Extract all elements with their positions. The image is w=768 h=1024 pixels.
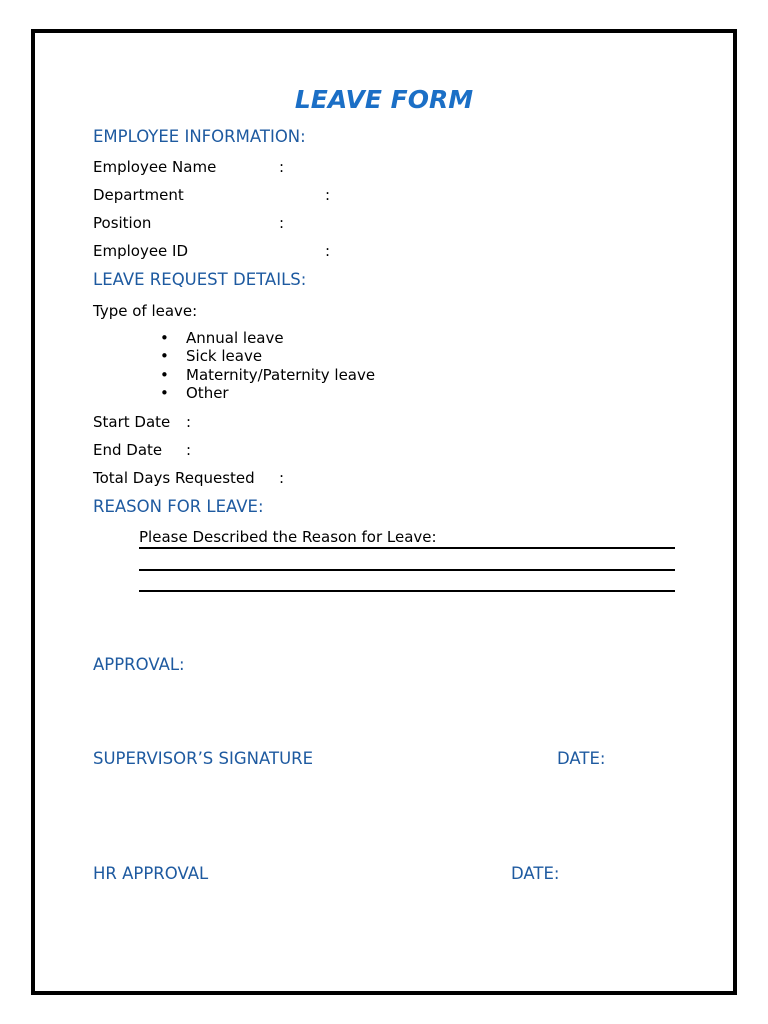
field-label-employee-name: Employee Name (93, 158, 217, 176)
section-heading-leave-request-details: LEAVE REQUEST DETAILS: (93, 270, 307, 289)
reason-prompt: Please Described the Reason for Leave: (139, 528, 437, 546)
supervisor-date-label: DATE: (557, 749, 606, 768)
bullet-icon: • (160, 347, 169, 365)
reason-writing-line (139, 547, 675, 549)
field-label-total-days-requested: Total Days Requested (93, 469, 255, 487)
bullet-icon: • (160, 384, 169, 402)
field-separator-employee-id: : (325, 242, 331, 260)
field-label-position: Position (93, 214, 152, 232)
section-heading-reason-for-leave: REASON FOR LEAVE: (93, 497, 264, 516)
field-separator-department: : (325, 186, 331, 204)
field-separator-position: : (279, 214, 285, 232)
section-heading-employee-information: EMPLOYEE INFORMATION: (93, 127, 306, 146)
section-heading-approval: APPROVAL: (93, 655, 185, 674)
field-label-employee-id: Employee ID (93, 242, 189, 260)
field-separator-employee-name: : (279, 158, 285, 176)
field-label-department: Department (93, 186, 184, 204)
leave-type-item: Other (186, 384, 229, 402)
reason-writing-line (139, 590, 675, 592)
bullet-icon: • (160, 366, 169, 384)
supervisor-signature-label: SUPERVISOR’S SIGNATURE (93, 749, 314, 768)
field-separator-total-days-requested: : (279, 469, 285, 487)
hr-approval-label: HR APPROVAL (93, 864, 209, 883)
field-label-start-date: Start Date (93, 413, 171, 431)
reason-writing-line (139, 569, 675, 571)
type-of-leave-label: Type of leave: (93, 302, 198, 320)
form-title: LEAVE FORM (294, 85, 474, 114)
bullet-icon: • (160, 329, 169, 347)
field-separator-start-date: : (186, 413, 192, 431)
hr-date-label: DATE: (511, 864, 560, 883)
field-label-end-date: End Date (93, 441, 163, 459)
field-separator-end-date: : (186, 441, 192, 459)
leave-type-item: Sick leave (186, 347, 263, 365)
leave-type-item: Maternity/Paternity leave (186, 366, 376, 384)
leave-type-item: Annual leave (186, 329, 284, 347)
